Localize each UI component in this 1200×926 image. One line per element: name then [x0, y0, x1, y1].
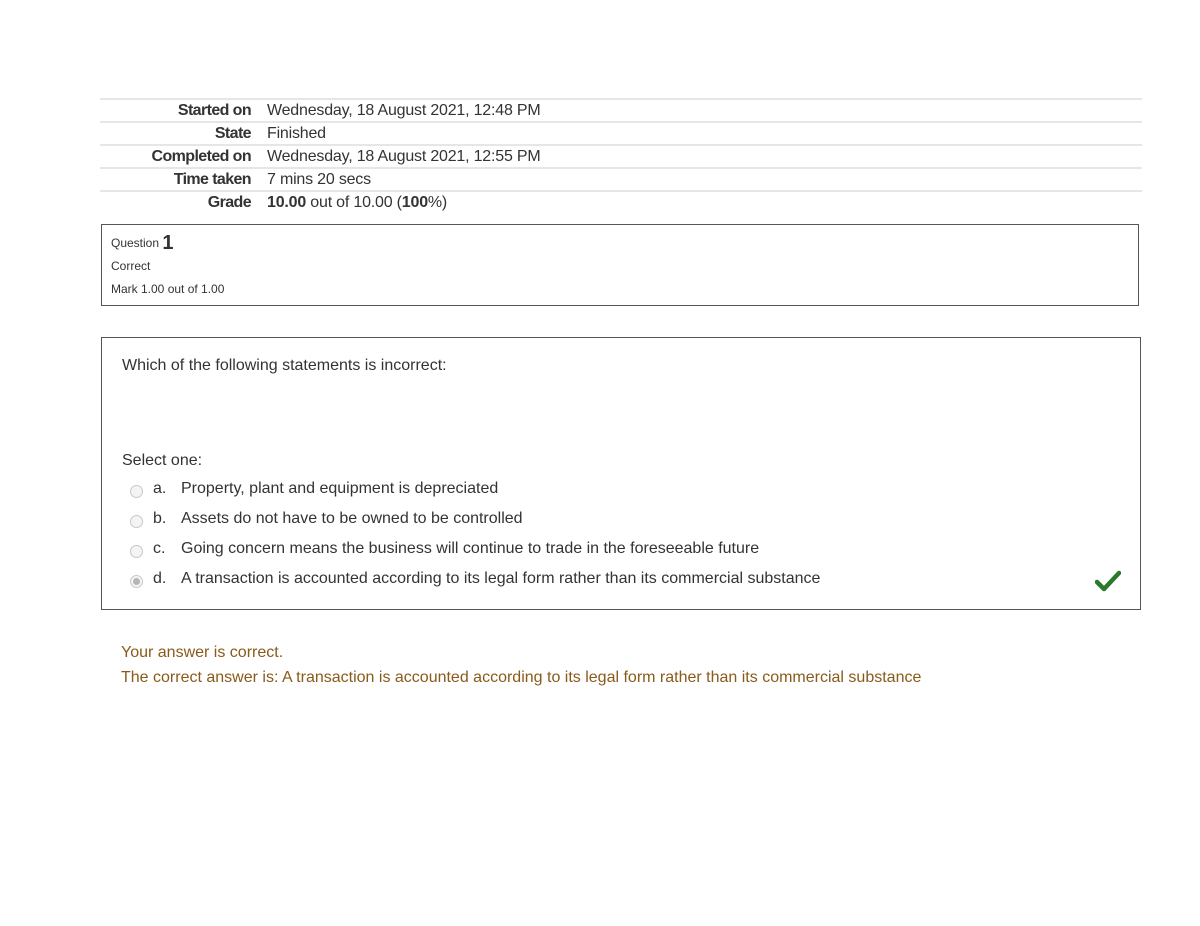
- feedback-correct-answer: The correct answer is: A transaction is accounted according to its legal form rather than its commercial substance: [121, 669, 922, 686]
- grade-end: %): [427, 193, 448, 211]
- summary-row-grade: [100, 190, 1142, 213]
- question-state: Correct: [111, 259, 151, 273]
- summary-label: Started on: [177, 101, 251, 119]
- grade-percent: 100: [401, 193, 428, 211]
- feedback-correct-message: Your answer is correct.: [121, 644, 284, 661]
- question-mark: Mark 1.00 out of 1.00: [111, 282, 225, 296]
- summary-label: Completed on: [151, 147, 251, 165]
- question-content-box: [101, 337, 1141, 610]
- answer-text: Going concern means the business will continue to trade in the foreseeable future: [181, 540, 760, 557]
- answer-letter: a.: [153, 480, 167, 497]
- question-label: Question: [111, 236, 160, 250]
- check-icon: [1095, 570, 1121, 592]
- answer-option-d[interactable]: [130, 564, 1130, 594]
- question-number-value: 1: [162, 232, 174, 254]
- summary-row-completed-on: [100, 144, 1142, 167]
- answer-option-b[interactable]: [130, 504, 1130, 534]
- question-text: Which of the following statements is incorrect:: [122, 357, 447, 374]
- answer-options: [130, 474, 1130, 594]
- feedback: [121, 640, 921, 690]
- summary-value: 7 mins 20 secs: [267, 170, 371, 188]
- radio-button-selected[interactable]: [130, 575, 143, 588]
- question-info-box: [101, 224, 1139, 306]
- summary-label: Time taken: [173, 170, 251, 188]
- summary-label: Grade: [207, 193, 251, 211]
- summary-value: Wednesday, 18 August 2021, 12:55 PM: [267, 147, 541, 165]
- attempt-summary-table: [100, 98, 1142, 213]
- select-one-prompt: Select one:: [122, 452, 203, 469]
- answer-letter: d.: [153, 570, 167, 587]
- summary-row-state: [100, 121, 1142, 144]
- summary-value: [267, 194, 447, 212]
- summary-value: Wednesday, 18 August 2021, 12:48 PM: [267, 101, 541, 119]
- answer-text: A transaction is accounted according to its legal form rather than its commercial substance: [181, 570, 821, 587]
- summary-row-started-on: [100, 98, 1142, 121]
- answer-text: Property, plant and equipment is depreciated: [181, 480, 499, 497]
- answer-option-a[interactable]: [130, 474, 1130, 504]
- answer-letter: b.: [153, 510, 167, 527]
- question-number: [111, 233, 1129, 255]
- grade-score: 10.00: [267, 193, 307, 211]
- radio-button[interactable]: [130, 545, 143, 558]
- answer-letter: c.: [153, 540, 166, 557]
- radio-button[interactable]: [130, 515, 143, 528]
- answer-text: Assets do not have to be owned to be controlled: [181, 510, 523, 527]
- radio-button[interactable]: [130, 485, 143, 498]
- summary-row-time-taken: [100, 167, 1142, 190]
- summary-value: Finished: [267, 124, 326, 142]
- summary-label: State: [214, 124, 251, 142]
- answer-option-c[interactable]: [130, 534, 1130, 564]
- grade-mid: out of 10.00 (: [306, 193, 402, 211]
